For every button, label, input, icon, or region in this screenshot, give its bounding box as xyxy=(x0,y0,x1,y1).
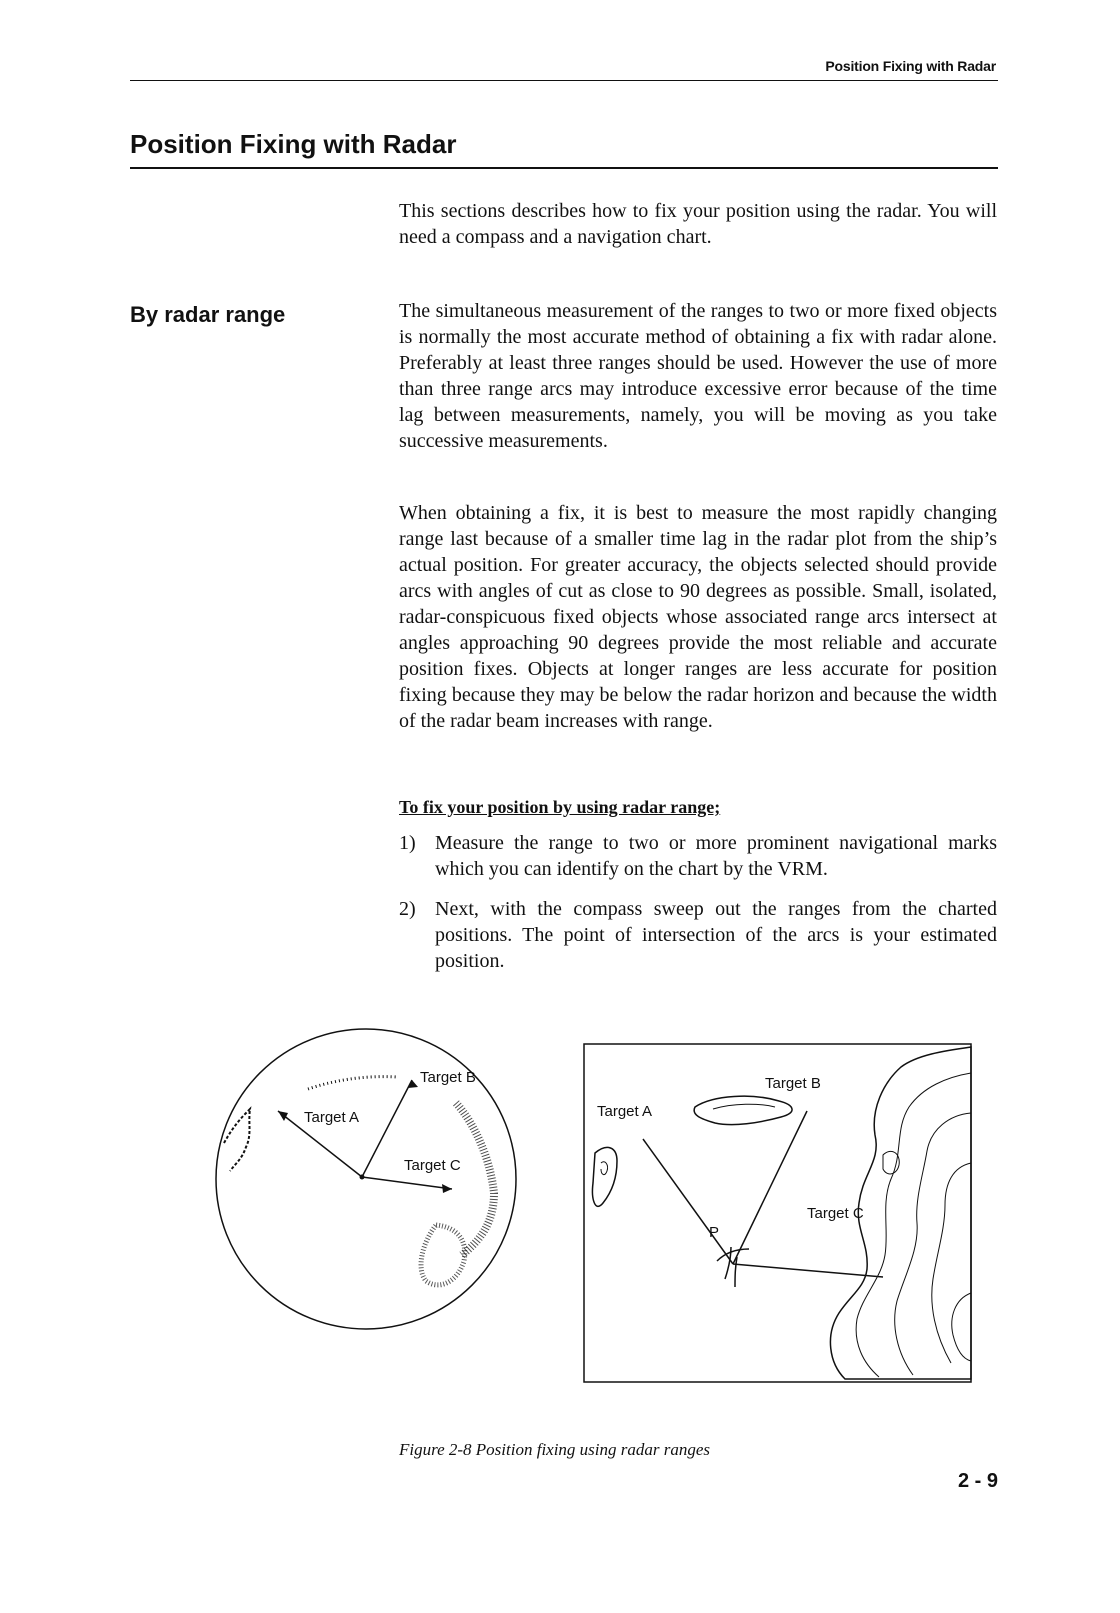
step-number: 1) xyxy=(399,832,416,854)
echo-top xyxy=(308,1077,398,1089)
step-item xyxy=(399,830,997,882)
islet-left xyxy=(592,1147,617,1206)
islet-left-contour xyxy=(601,1162,608,1175)
island-target-a xyxy=(694,1096,792,1124)
chart-label-position: P xyxy=(709,1224,720,1241)
body-paragraph-1: The simultaneous measurement of the ranges to two or more fixed objects is normally the most accurate method of obtaining a fix with radar alone. Preferably at least three ranges should be used. However the use of more than three range arcs may introduce excessive error because of the time lag between measurements, namely, you will be moving as you take successive measurements. xyxy=(399,300,997,452)
range-arc-3 xyxy=(735,1257,737,1287)
step-text: Next, with the compass sweep out the ranges from the charted positions. The point of intersection of the arcs is your estimated position. xyxy=(435,898,997,972)
contour-2 xyxy=(895,1113,971,1375)
chart-label-target-a: Target A xyxy=(597,1103,653,1120)
body-paragraph-2: When obtaining a fix, it is best to measure the most rapidly changing range last because of a smaller time lag in the radar plot from the ship’s actual position. For greater accuracy, the objects selected should provide arcs with angles of cut as close to 90 degrees as possible. Small, isolated, radar-conspicuous fixed objects whose associated range arcs intersect at angles approaching 90 degrees provide the most reliable and accurate position fixes. Objects at longer ranges are less accurate for position fixing because they may be below the radar horizon and because the width of the radar beam increases with range. xyxy=(399,502,997,732)
coastline-left xyxy=(224,1109,250,1171)
hill-contour xyxy=(883,1151,899,1174)
step-item xyxy=(399,896,997,974)
own-ship-dot xyxy=(360,1175,365,1180)
radar-label-target-b: Target B xyxy=(420,1069,476,1086)
echo-right xyxy=(456,1103,494,1255)
island-contour xyxy=(713,1104,775,1109)
procedure-heading: To fix your position by using radar range; xyxy=(399,797,721,817)
chart-label-target-b: Target B xyxy=(765,1075,821,1092)
subsection-heading: By radar range xyxy=(130,302,286,327)
arrow-a xyxy=(278,1111,288,1121)
radar-display-figure xyxy=(212,1025,522,1335)
range-arc-2 xyxy=(725,1247,731,1279)
contour-1 xyxy=(856,1073,971,1377)
section-title: Position Fixing with Radar xyxy=(130,129,457,159)
range-line-c xyxy=(362,1177,452,1189)
chart-frame xyxy=(584,1044,971,1382)
figure-caption: Figure 2-8 Position fixing using radar ranges xyxy=(399,1440,711,1459)
chart-label-target-c: Target C xyxy=(807,1205,864,1222)
range-arc-1 xyxy=(717,1249,749,1261)
chart-line-a xyxy=(643,1139,733,1264)
contour-3 xyxy=(932,1163,971,1363)
navigation-chart-figure xyxy=(583,1043,972,1383)
chart-line-c xyxy=(733,1264,883,1277)
chart-line-b xyxy=(733,1111,807,1264)
page-number: 2 - 9 xyxy=(957,1470,998,1492)
radar-label-target-a: Target A xyxy=(304,1109,360,1126)
intro-paragraph: This sections describes how to fix your position using the radar. You will need a compass and a navigation chart. xyxy=(399,200,997,248)
radar-label-target-c: Target C xyxy=(404,1157,461,1174)
title-rule xyxy=(130,167,998,169)
running-header: Position Fixing with Radar xyxy=(825,58,996,74)
procedure-steps xyxy=(399,830,997,974)
header-rule xyxy=(130,80,998,81)
echo-island xyxy=(421,1225,465,1285)
arrow-c xyxy=(442,1184,452,1193)
step-number: 2) xyxy=(399,898,416,920)
contour-4 xyxy=(952,1293,971,1361)
step-text: Measure the range to two or more prominent navigational marks which you can identify on the chart by the VRM. xyxy=(435,832,997,880)
